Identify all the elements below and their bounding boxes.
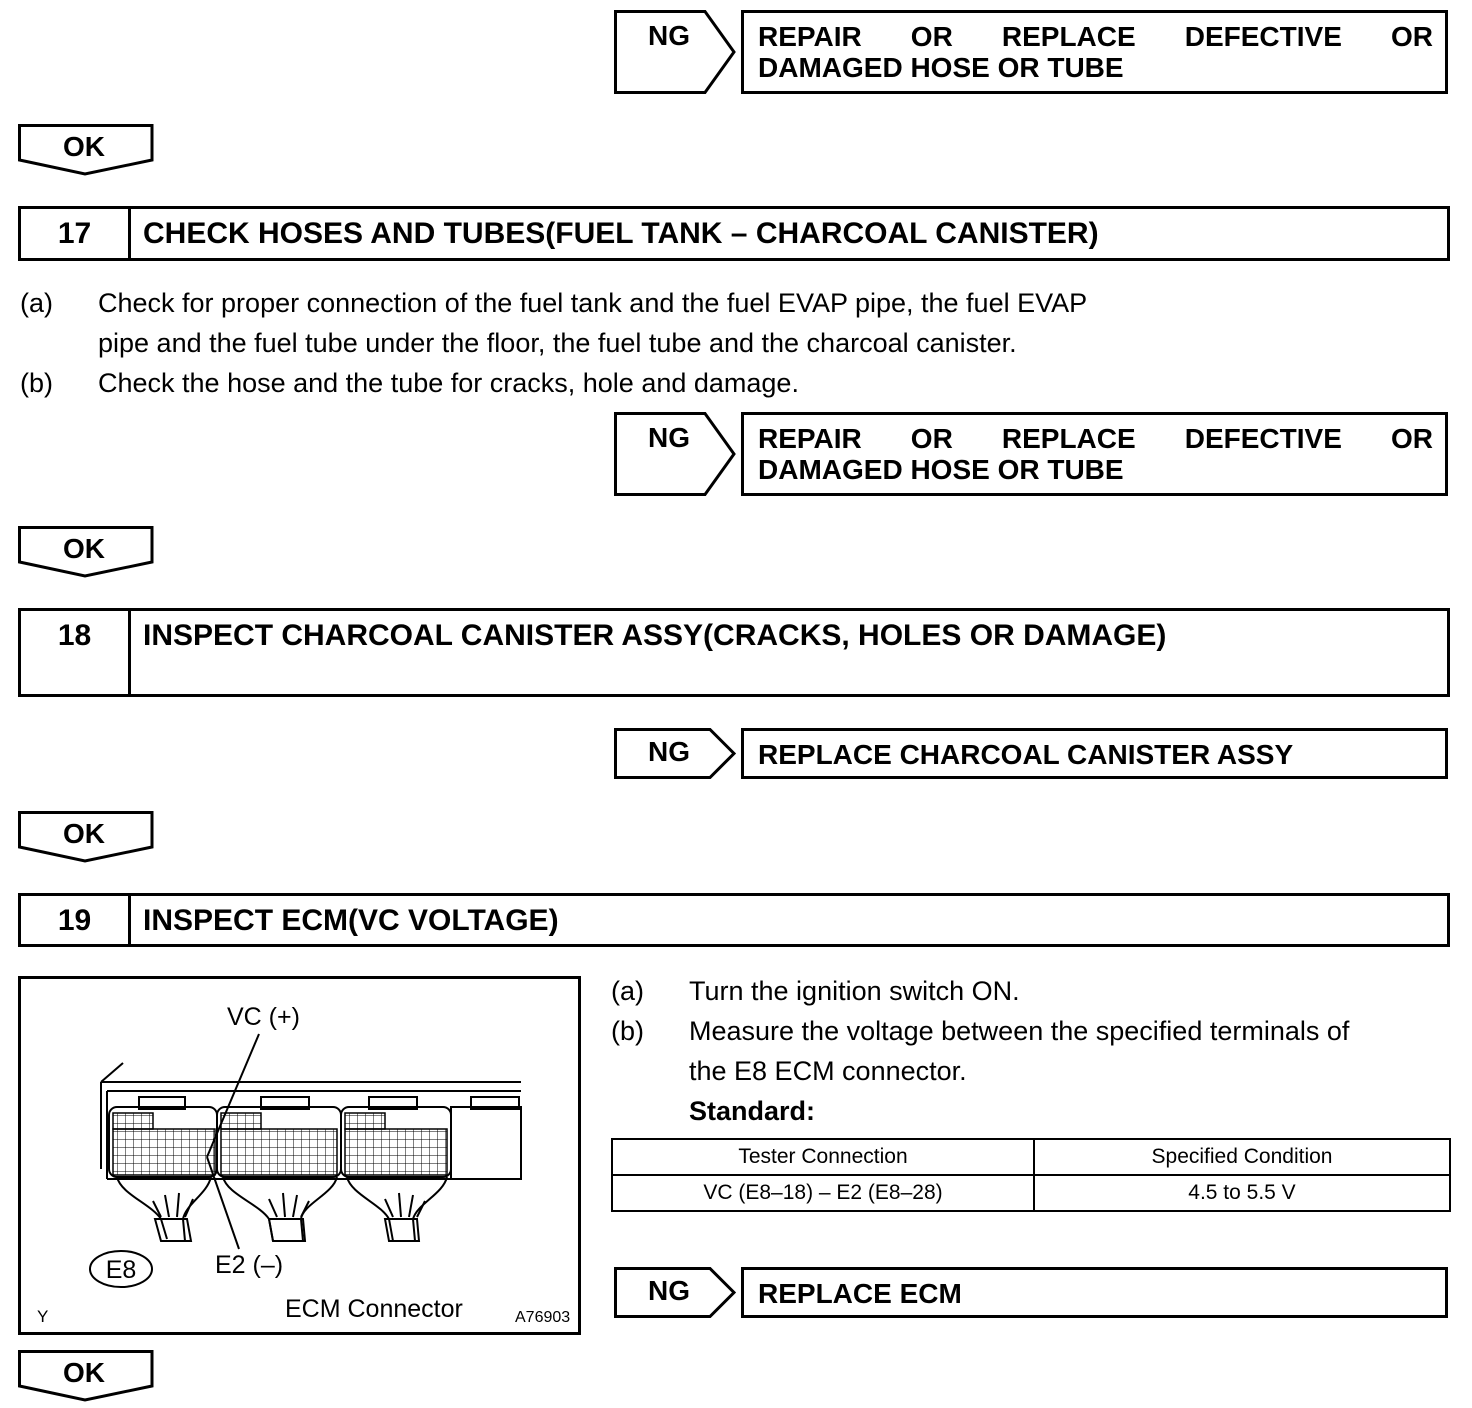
ng-arrow: [614, 412, 736, 496]
standard-label: Standard:: [689, 1096, 816, 1126]
ng-label: NG: [648, 1275, 690, 1306]
ng-arrow: [614, 10, 736, 94]
step-number: 18: [21, 611, 131, 694]
result-word: OR: [910, 21, 953, 52]
e2-terminal-label: E2 (–): [215, 1251, 284, 1279]
ng-arrow: [614, 728, 736, 779]
instruction-text: Check for proper connection of the fuel tank and the fuel EVAP pipe, the fuel EVAP: [98, 288, 1088, 318]
result-word: REPAIR: [758, 21, 862, 52]
result-box-replace-canister: [741, 728, 1448, 779]
instruction-text: Check the hose and the tube for cracks, hole and damage.: [98, 368, 799, 398]
step17-instructions: [20, 283, 1240, 403]
result-line: REPLACE ECM: [758, 1278, 962, 1309]
step-title: CHECK HOSES AND TUBES(FUEL TANK – CHARCOAL CANISTER): [143, 217, 1099, 250]
step-header-17: [18, 206, 1450, 261]
instruction-text: Turn the ignition switch ON.: [689, 976, 1020, 1006]
ok-tab: [18, 526, 155, 578]
table-row: [612, 1175, 1450, 1211]
ecm-connector-figure: [18, 976, 581, 1335]
table-header: Specified Condition: [1034, 1139, 1450, 1175]
result-word: OR: [1390, 21, 1433, 52]
table-cell: 4.5 to 5.5 V: [1034, 1175, 1450, 1211]
step-number: 17: [21, 209, 131, 258]
step-title: INSPECT ECM(VC VOLTAGE): [143, 904, 559, 937]
table-cell: VC (E8–18) – E2 (E8–28): [612, 1175, 1034, 1211]
step19-instructions: [611, 971, 1453, 1131]
instruction-text: pipe and the fuel tube under the floor, the fuel tube and the charcoal canister.: [98, 328, 1017, 358]
result-word: OR: [1390, 423, 1433, 454]
item-mark: (a): [611, 976, 644, 1006]
result-word: REPLACE: [1001, 423, 1136, 454]
table-header-row: [612, 1139, 1450, 1175]
instruction-text: Measure the voltage between the specified terminals of: [689, 1016, 1350, 1046]
ok-label: OK: [63, 1357, 105, 1388]
ok-tab: [18, 811, 155, 863]
ng-label: NG: [648, 422, 690, 453]
spec-table: [611, 1138, 1451, 1212]
ok-label: OK: [63, 533, 105, 564]
result-box-repair-hose: [741, 412, 1448, 496]
figure-code: A76903: [515, 1309, 571, 1326]
result-word: DEFECTIVE: [1184, 21, 1342, 52]
ng-label: NG: [648, 20, 690, 51]
item-mark: (b): [611, 1016, 644, 1046]
instruction-text: the E8 ECM connector.: [689, 1056, 967, 1086]
ng-arrow: [614, 1267, 736, 1318]
step-header-19: [18, 893, 1450, 947]
result-line: DAMAGED HOSE OR TUBE: [758, 52, 1124, 83]
figure-caption: ECM Connector: [285, 1295, 463, 1323]
ok-tab: [18, 1350, 155, 1402]
result-box-repair-hose: [741, 10, 1448, 94]
step-header-18: [18, 608, 1450, 697]
result-line: DAMAGED HOSE OR TUBE: [758, 454, 1124, 485]
result-word: REPAIR: [758, 423, 862, 454]
connector-id-label: E8: [105, 1256, 137, 1284]
item-mark: (a): [20, 288, 53, 318]
vc-terminal-label: VC (+): [227, 1003, 300, 1031]
step-number: 19: [21, 896, 131, 944]
result-line: [758, 423, 1433, 454]
item-mark: (b): [20, 368, 53, 398]
result-word: DEFECTIVE: [1184, 423, 1342, 454]
result-box-replace-ecm: [741, 1267, 1448, 1318]
ng-label: NG: [648, 736, 690, 767]
ok-label: OK: [63, 131, 105, 162]
result-line: REPLACE CHARCOAL CANISTER ASSY: [758, 739, 1294, 770]
result-line: [758, 21, 1433, 52]
result-word: OR: [910, 423, 953, 454]
result-word: REPLACE: [1001, 21, 1136, 52]
ok-tab: [18, 124, 155, 176]
figure-corner-mark: Y: [37, 1307, 49, 1326]
step-title: INSPECT CHARCOAL CANISTER ASSY(CRACKS, HOLES OR DAMAGE): [143, 619, 1167, 652]
table-header: Tester Connection: [612, 1139, 1034, 1175]
ok-label: OK: [63, 818, 105, 849]
